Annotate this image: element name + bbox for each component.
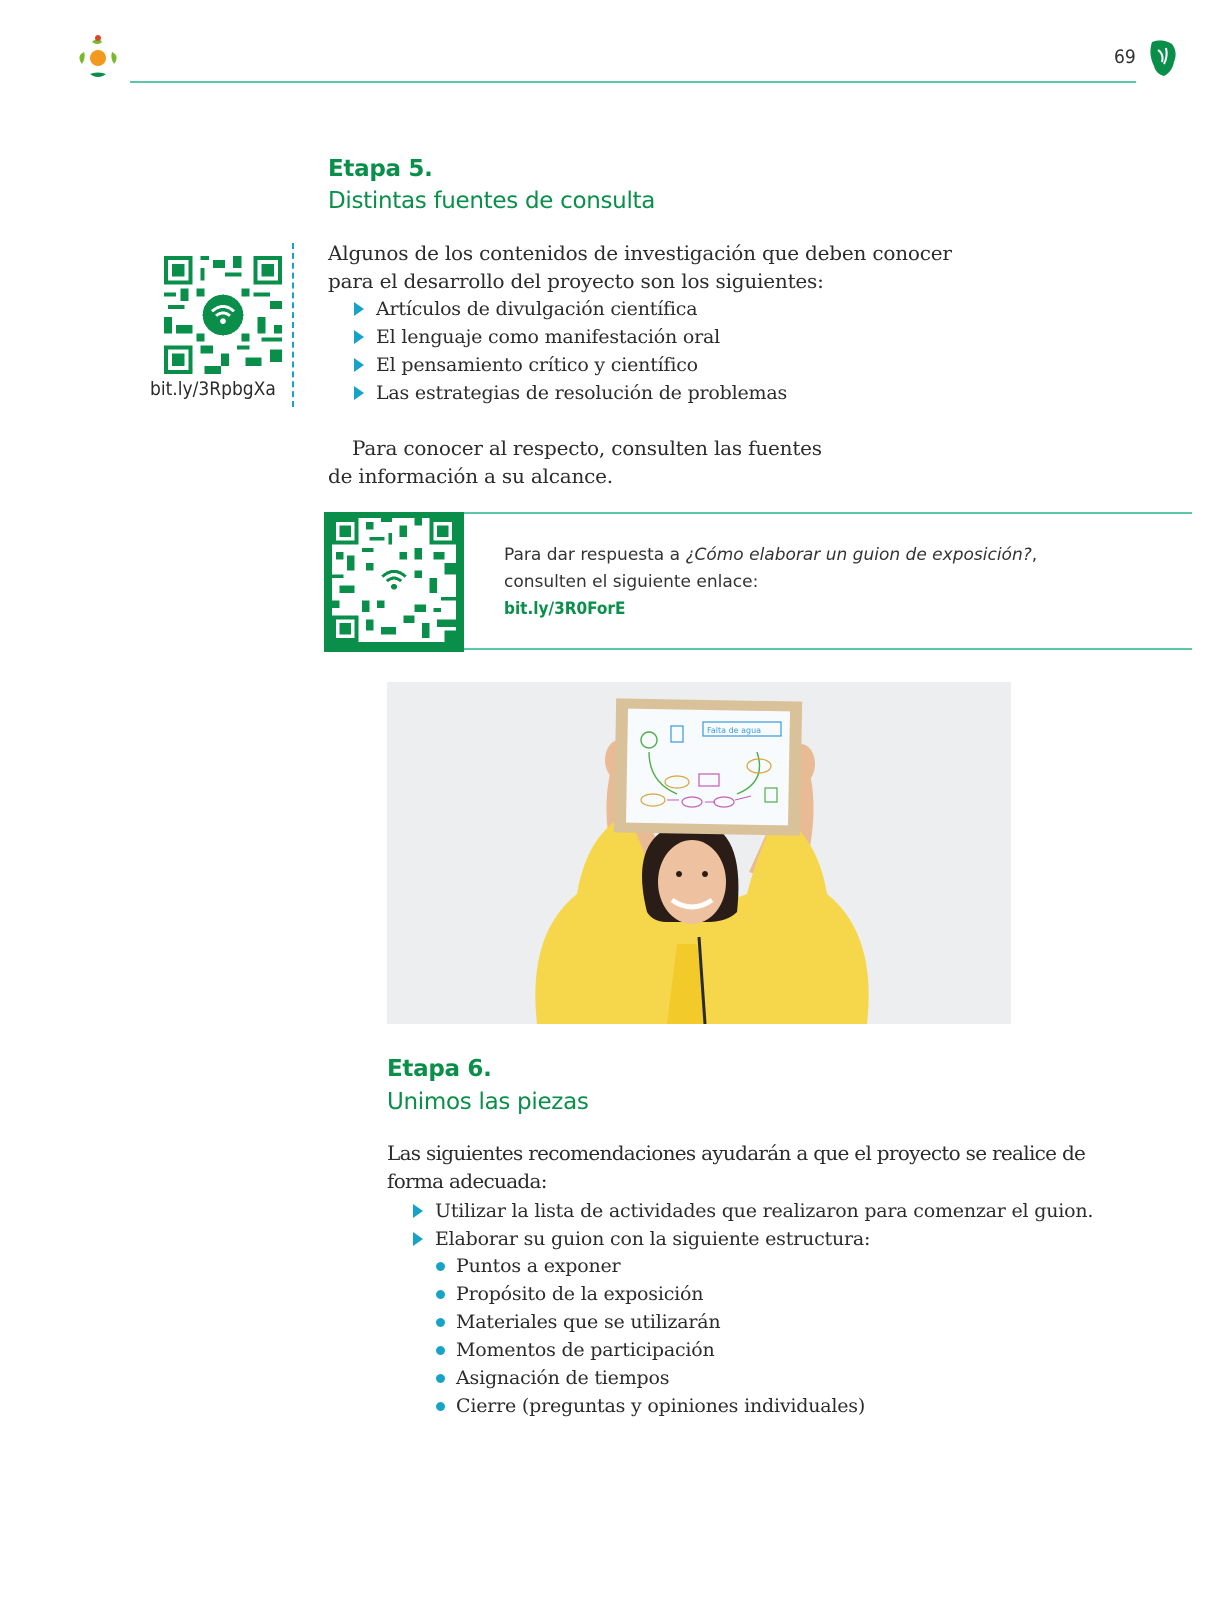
list-item: El pensamiento crítico y científico <box>352 351 787 379</box>
list-item: Cierre (preguntas y opiniones individuales) <box>434 1392 865 1420</box>
section-mark-icon <box>1146 38 1180 78</box>
list-item: Momentos de participación <box>434 1336 865 1364</box>
info-line-2: consulten el siguiente enlace: <box>504 572 759 592</box>
stage6-title: Etapa 6. <box>387 1056 492 1082</box>
page-number: 69 <box>1114 46 1136 68</box>
list-item: Elaborar su guion con la siguiente estructura: <box>411 1225 1093 1253</box>
stage5-content-list <box>352 295 787 407</box>
intro-line: Algunos de los contenidos de investigación que deben conocer <box>328 241 952 265</box>
bullet-triangle-icon <box>354 302 364 316</box>
list-item: Materiales que se utilizarán <box>434 1308 865 1336</box>
qr-code-icon[interactable] <box>332 518 456 642</box>
bullet-triangle-icon <box>413 1204 423 1218</box>
list-item: Puntos a exponer <box>434 1252 865 1280</box>
intro-line: para el desarrollo del proyecto son los siguientes: <box>328 268 824 293</box>
stage5-closing <box>328 435 822 490</box>
student-illustration <box>387 682 1011 1024</box>
bullet-triangle-icon <box>413 1232 423 1246</box>
side-qr-url[interactable]: bit.ly/3RpbgXa <box>150 378 276 400</box>
side-divider <box>292 243 294 407</box>
qr-code-icon[interactable] <box>164 256 282 374</box>
guion-structure-list <box>434 1252 865 1420</box>
bullet-dot-icon <box>436 1374 445 1383</box>
closing-line: de información a su alcance. <box>328 463 613 488</box>
list-item: Las estrategias de resolución de problemas <box>352 379 787 407</box>
bullet-dot-icon <box>436 1402 445 1411</box>
link-info-box <box>324 512 1192 650</box>
list-item: Asignación de tiempos <box>434 1364 865 1392</box>
info-line-1: Para dar respuesta a ¿Cómo elaborar un guion de exposición?, <box>504 545 1038 565</box>
bullet-triangle-icon <box>354 358 364 372</box>
info-link[interactable]: bit.ly/3R0ForE <box>504 599 626 619</box>
student-photo <box>387 682 1011 1024</box>
bullet-triangle-icon <box>354 330 364 344</box>
stage6-recommendations-list <box>411 1197 1093 1253</box>
bullet-dot-icon <box>436 1318 445 1327</box>
qr-panel <box>324 512 464 652</box>
stage6-subtitle: Unimos las piezas <box>387 1089 589 1115</box>
list-item: Propósito de la exposición <box>434 1280 865 1308</box>
stage5-intro <box>328 240 952 295</box>
info-text <box>504 542 1037 623</box>
stage5-subtitle: Distintas fuentes de consulta <box>328 188 656 214</box>
bullet-triangle-icon <box>354 386 364 400</box>
list-item: El lenguaje como manifestación oral <box>352 323 787 351</box>
list-item: Utilizar la lista de actividades que realizaron para comenzar el guion. <box>411 1197 1093 1225</box>
header-rule <box>130 81 1136 83</box>
intro-line: forma adecuada: <box>387 1168 547 1193</box>
board-label: Falta de agua <box>707 726 762 735</box>
stage6-intro <box>387 1140 1085 1195</box>
info-question: ¿Cómo elaborar un guion de exposición? <box>685 545 1032 565</box>
closing-line: Para conocer al respecto, consulten las fuentes <box>352 436 822 460</box>
stage5-title: Etapa 5. <box>328 156 433 182</box>
bullet-dot-icon <box>436 1262 445 1271</box>
intro-line: Las siguientes recomendaciones ayudarán a que el proyecto se realice de <box>387 1141 1086 1165</box>
bullet-dot-icon <box>436 1290 445 1299</box>
book-logo-icon <box>70 30 126 86</box>
bullet-dot-icon <box>436 1346 445 1355</box>
list-item: Artículos de divulgación científica <box>352 295 787 323</box>
